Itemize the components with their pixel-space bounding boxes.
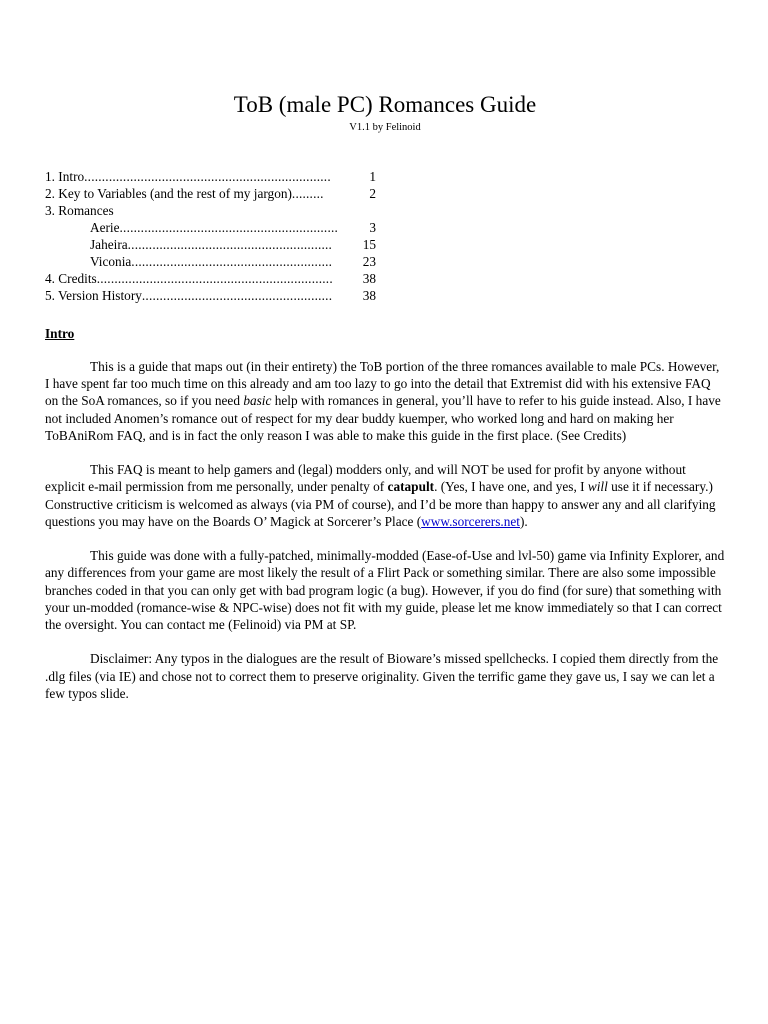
toc-entry-version-history <box>45 287 385 304</box>
section-heading-intro: Intro <box>45 326 75 341</box>
toc-page-number: 38 <box>362 271 376 286</box>
toc-label: 1. Intro <box>45 169 85 184</box>
toc-leader: .......................................................... <box>127 237 333 252</box>
text-run: ). <box>519 513 528 529</box>
bold-text: catapult <box>387 479 435 495</box>
toc-entry-intro <box>45 168 385 185</box>
document-subtitle: V1.1 by Felinoid <box>349 122 421 133</box>
toc-leader: ......................................................... <box>131 254 333 269</box>
toc-page-number: 23 <box>362 254 376 269</box>
toc-label: 4. Credits <box>45 271 97 286</box>
toc-leader: ......... <box>291 186 324 201</box>
emphasis-text: basic <box>243 393 272 409</box>
table-of-contents <box>45 168 385 304</box>
toc-leader: ...................................................... <box>141 288 333 303</box>
emphasis-text: will <box>587 479 608 495</box>
toc-page-number: 15 <box>362 237 376 252</box>
intro-paragraph-3: This guide was done with a fully-patched, minimally-modded (Ease-of-Use and lvl-50) game via Infinity Explorer, and any differences from your game are most likely the result of a Flirt Pack or something similar. There are also some impossible branches coded in that you can only get with bad program logic (a bug). However, if you do find (for sure) that something with your un-modded (romance-wise & NPC-wise) does not fit with my guide, please let me know immediately so that I can correct the oversight. You can contact me (Felinoid) via PM at SP. <box>45 548 725 633</box>
toc-label: 3. Romances <box>45 203 114 218</box>
toc-label: Jaheira <box>90 237 128 252</box>
toc-entry-key-to-variables <box>45 185 385 202</box>
toc-page-number: 3 <box>369 220 376 235</box>
text-run: . (Yes, I have one, and yes, I <box>434 479 588 495</box>
intro-paragraph-2 <box>45 461 725 530</box>
toc-label: 2. Key to Variables (and the rest of my jargon) <box>45 186 292 201</box>
intro-paragraph-1 <box>45 358 725 444</box>
toc-page-number: 38 <box>362 288 376 303</box>
toc-label: Viconia <box>90 254 132 269</box>
text-run: This FAQ is meant to help gamers and (legal) modders only, and will NOT be used for profit by anyone without explicit e-mail permission from me personally, under penalty of <box>45 462 686 495</box>
toc-label: Aerie <box>90 220 120 235</box>
text-run: This is a guide that maps out (in their entirety) the ToB portion of the three romances available to male PCs. However, I have spent far too much time on this already and am too lazy to go into the detail that Extremist did with his extensive FAQ on the SoA romances, so if you need <box>45 359 720 409</box>
toc-entry-jaheira <box>45 236 385 253</box>
toc-entry-viconia <box>45 253 385 270</box>
toc-page-number: 2 <box>369 186 376 201</box>
toc-page-number: 1 <box>369 169 376 184</box>
toc-entry-romances <box>45 202 385 219</box>
toc-leader: ...................................................................... <box>84 169 331 184</box>
toc-entry-aerie <box>45 219 385 236</box>
toc-leader: ................................................................... <box>96 271 333 286</box>
toc-entry-credits <box>45 270 385 287</box>
toc-leader: .............................................................. <box>119 220 339 235</box>
document-title: ToB (male PC) Romances Guide <box>233 92 537 117</box>
text-run: use it if necessary.) Constructive criticism is welcomed as always (via PM of course), and I’d be more than happy to answer any and all clarifying questions you may have on the Boards O’ Magick at Sorcerer’s Place ( <box>45 479 716 529</box>
intro-paragraph-4: Disclaimer: Any typos in the dialogues are the result of Bioware’s missed spellchecks. I copied them directly from the .dlg files (via IE) and chose not to correct them to preserve originality. Given the terrific game they gave us, I say we can let a few typos slide. <box>45 651 719 701</box>
sorcerers-net-link[interactable]: www.sorcerers.net <box>421 513 520 529</box>
intro-body <box>45 358 725 719</box>
toc-label: 5. Version History <box>45 288 142 303</box>
text-run: help with romances in general, you’ll have to refer to his guide instead. Also, I have not included Anomen’s romance out of respect for my dear buddy kuemper, who worked long and hard on making her ToBAniRom FAQ, and is in fact the only reason I was able to make this guide in the first place. (See Credits) <box>45 393 721 443</box>
